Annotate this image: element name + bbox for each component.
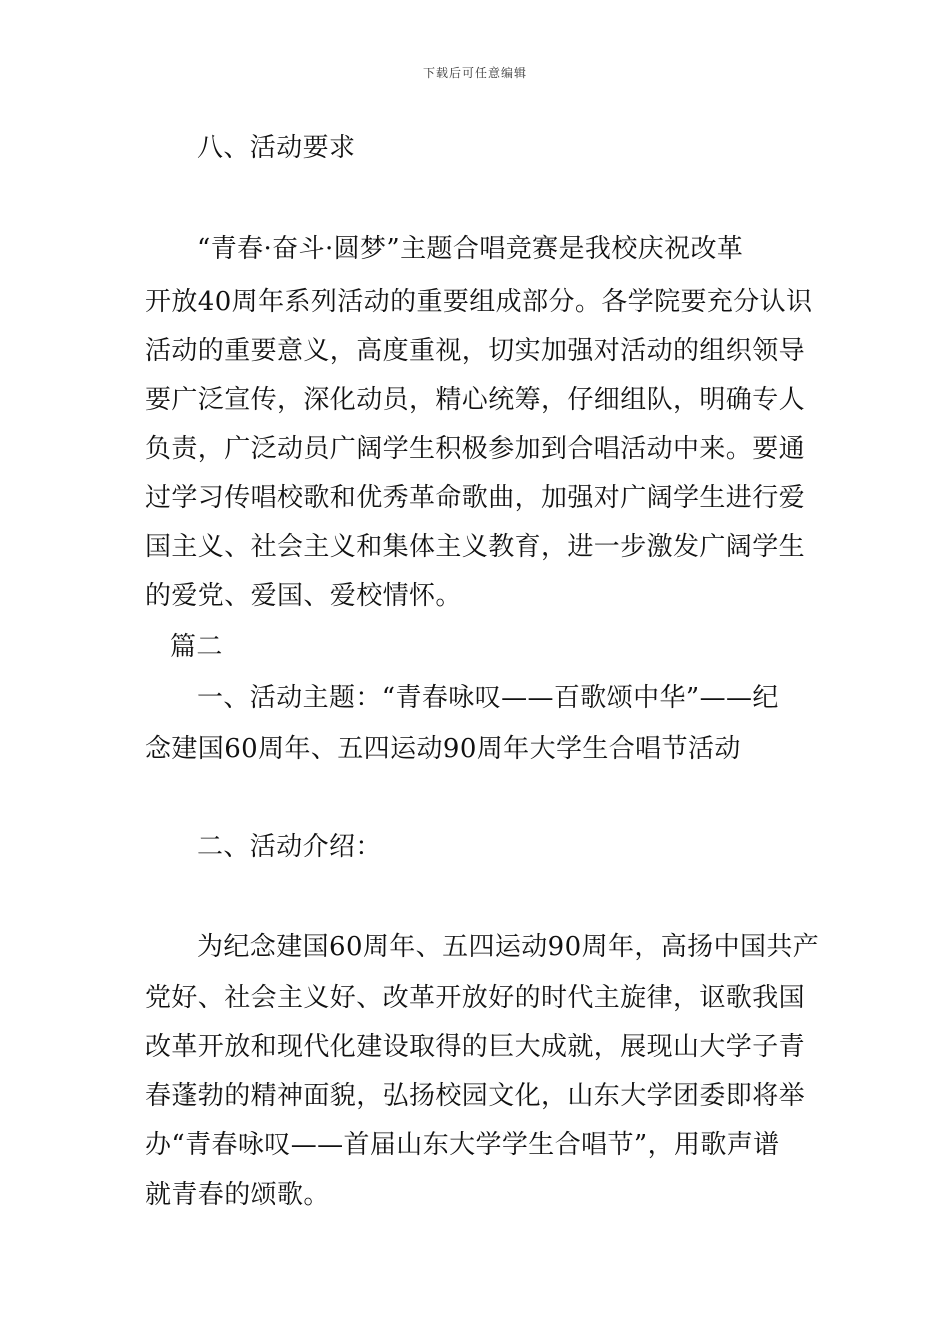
intro-heading: 二、活动介绍：: [197, 832, 382, 862]
part-label: 篇二: [170, 632, 223, 662]
intro-line: 办“青春咏叹——首届山东大学学生合唱节”，用歌声谱: [145, 1130, 780, 1160]
page-header: 下载后可任意编辑: [422, 66, 527, 80]
theme-line: 念建国60周年、五四运动90周年大学生合唱节活动: [145, 734, 741, 764]
theme-line: 一、活动主题：“青春咏叹——百歌颂中华”——纪: [197, 683, 779, 713]
section-heading: 八、活动要求: [197, 133, 356, 163]
paragraph-line: 过学习传唱校歌和优秀革命歌曲，加强对广阔学生进行爱: [145, 483, 806, 513]
paragraph-line: 开放40周年系列活动的重要组成部分。各学院要充分认识: [145, 287, 813, 317]
intro-line: 党好、社会主义好、改革开放好的时代主旋律，讴歌我国: [145, 983, 806, 1013]
intro-line: 春蓬勃的精神面貌，弘扬校园文化，山东大学团委即将举: [145, 1081, 806, 1111]
intro-line: 改革开放和现代化建设取得的巨大成就，展现山大学子青: [145, 1032, 806, 1062]
paragraph-line: 国主义、社会主义和集体主义教育，进一步激发广阔学生: [145, 532, 806, 562]
intro-line: 为纪念建国60周年、五四运动90周年，高扬中国共产: [197, 932, 820, 962]
paragraph-line: 负责，广泛动员广阔学生积极参加到合唱活动中来。要通: [145, 434, 806, 464]
paragraph-line: 的爱党、爱国、爱校情怀。: [145, 581, 462, 611]
paragraph-line: 要广泛宣传，深化动员，精心统筹，仔细组队，明确专人: [145, 385, 806, 415]
intro-line: 就青春的颂歌。: [145, 1180, 330, 1210]
paragraph-line: 活动的重要意义，高度重视，切实加强对活动的组织领导: [145, 336, 806, 366]
paragraph-line: “青春·奋斗·圆梦”主题合唱竞赛是我校庆祝改革: [197, 234, 744, 264]
